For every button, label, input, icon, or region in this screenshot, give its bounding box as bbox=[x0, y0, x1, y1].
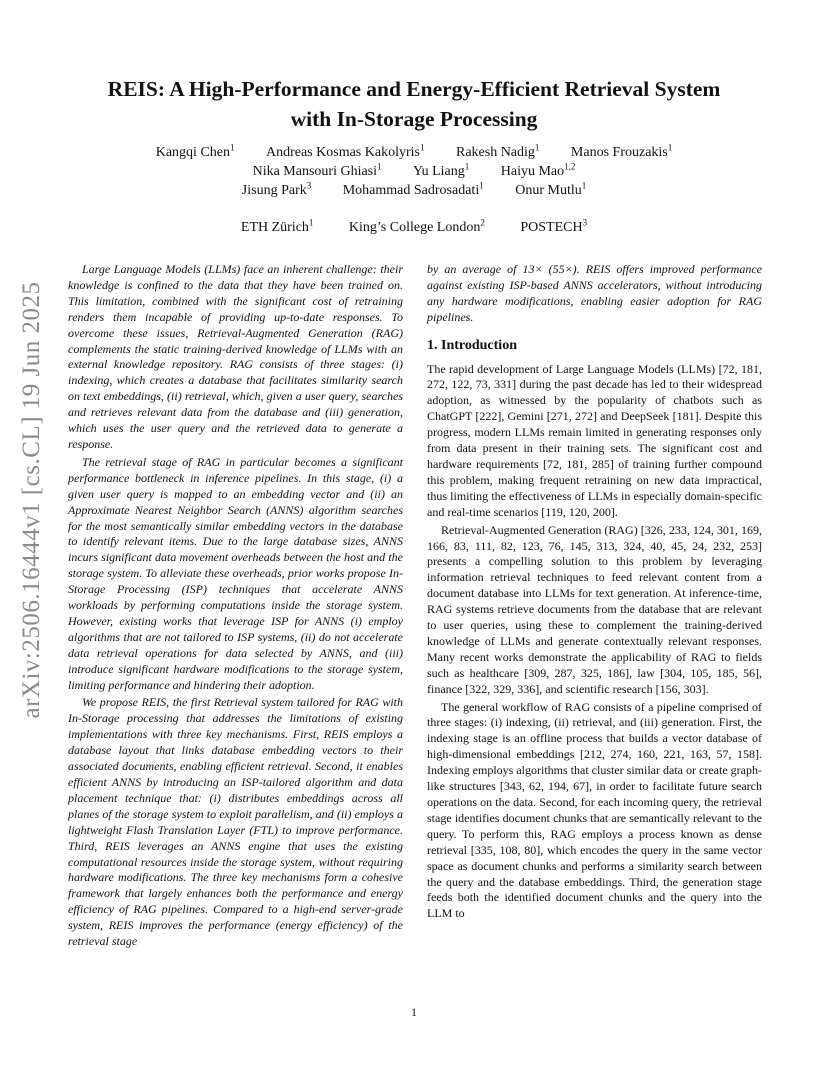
title-line-2: with In-Storage Processing bbox=[290, 107, 538, 131]
author-line-2 bbox=[80, 161, 748, 180]
author: Yu Liang$^1$ bbox=[413, 161, 470, 179]
author: Onur Mutlu$^1$ bbox=[515, 180, 587, 198]
paper-title bbox=[60, 74, 768, 134]
arxiv-identifier: arXiv:2506.16444v1 [cs.CL] 19 Jun 2025 bbox=[18, 281, 45, 719]
abstract-column bbox=[68, 262, 403, 950]
intro-paragraph-1: The rapid development of Large Language Models (LLMs) [72, 181, 272, 122, 73, 331] during the past decade has led to their widespread adoption, as witnessed by the popularity of chatbots such as ChatGPT [222], Gemini [271, 272] and DeepSeek [181]. Despite this progress, modern LLMs remain limited in generating responses only from data present in their training sets. The significant cost and hardware requirements [72, 181, 285] of training further compound this problem, making frequent retraining on new data impractical, thus limiting the effectiveness of LLMs in especially domain-specific and real-time scenarios [119, 120, 200]. bbox=[427, 361, 762, 519]
author: Mohammad Sadrosadati$^1$ bbox=[342, 180, 484, 198]
author: Kangqi Chen$^1$ bbox=[155, 142, 235, 160]
author: Jisung Park$^3$ bbox=[241, 180, 312, 198]
author: Andreas Kosmas Kakolyris$^1$ bbox=[266, 142, 425, 160]
author-line-3 bbox=[80, 180, 748, 199]
abstract-paragraph-2: The retrieval stage of RAG in particular becomes a significant performance bottleneck in inference pipelines. In this stage, (i) a given user query is mapped to an embedding vector and (ii) an Approximate Nearest Neighbor Search (ANNS) algorithm searches for the most semantically similar embedding vectors in the database to identify relevant items. Due to the large database sizes, ANNS incurs significant data movement overheads between the host and the storage system. To alleviate these overheads, prior works propose In-Storage Processing (ISP) techniques that accelerate ANNS workloads by performing computations inside the storage system. However, existing works that leverage ISP for ANNS (i) employ algorithms that are not tailored to ISP systems, (ii) do not accelerate data retrieval operations for data selected by ANNS, and (iii) introduce significant hardware modifications to the storage system, limiting performance and hindering their adoption. bbox=[68, 454, 403, 692]
abstract-paragraph-1: Large Language Models (LLMs) face an inherent challenge: their knowledge is confined to the data that they have been trained on. This limitation, combined with the significant cost of retraining renders them incapable of providing up-to-date responses. To overcome these issues, Retrieval-Augmented Generation (RAG) complements the static training-derived knowledge of LLMs with an external knowledge repository. RAG consists of three stages: (i) indexing, which creates a database that facilitates similarity search on text embeddings, (ii) retrieval, which, given a user query, searches and retrieves relevant data from the database and (iii) generation, which uses the user query and the retrieved data to generate a response. bbox=[68, 262, 403, 451]
affiliation: ETH Zürich$^1$ bbox=[240, 217, 314, 235]
author-line-1 bbox=[80, 142, 748, 161]
author: Nika Mansouri Ghiasi$^1$ bbox=[252, 161, 382, 179]
affiliation: King’s College London$^2$ bbox=[348, 217, 485, 235]
author: Manos Frouzakis$^1$ bbox=[570, 142, 673, 160]
abstract-paragraph-3: We propose REIS, the first Retrieval system tailored for RAG with In-Storage processing that addresses the limitations of existing implementations with three key mechanisms. First, REIS employs a database layout that links database embedding vectors to their associated documents, enabling efficient retrieval. Second, it enables efficient ANNS by introducing an ISP-tailored algorithm and data placement technique that: (i) distributes embeddings across all planes of the storage system to exploit parallelism, and (ii) employs a lightweight Flash Translation Layer (FTL) to improve performance. Third, REIS leverages an ANNS engine that uses the existing computational resources inside the storage system, without requiring hardware modifications. The three key mechanisms form a cohesive framework that largely enhances both the performance and energy efficiency of RAG pipelines. Compared to a high-end server-grade system, REIS improves the performance (energy efficiency) of the retrieval stage bbox=[68, 695, 403, 949]
intro-paragraph-2: Retrieval-Augmented Generation (RAG) [326, 233, 124, 301, 169, 166, 83, 111, 82, 123, 76, 145, 313, 324, 40, 45, 24, 232, 253] presents a compelling solution to this problem by leveraging information retrieval techniques to feed relevant content from a document database into LLMs for text generation. At inference-time, RAG systems retrieve documents from the database that are relevant to user queries, using these to complement the training-derived knowledge of LLMs and generate contextually relevant responses. Many recent works demonstrate the applicability of RAG to fields such as healthcare [309, 287, 325, 186], law [304, 105, 185, 56], finance [322, 329, 336], and scientific research [156, 303]. bbox=[427, 522, 762, 696]
section-heading-introduction: 1. Introduction bbox=[427, 337, 517, 353]
affiliations bbox=[60, 217, 768, 236]
arxiv-sidebar bbox=[14, 281, 50, 719]
title-line-1: REIS: A High-Performance and Energy-Efficient Retrieval System bbox=[107, 77, 721, 101]
author: Rakesh Nadig$^1$ bbox=[455, 142, 540, 160]
abstract-paragraph-3-continued: by an average of 13× (55×). REIS offers improved performance against existing ISP-based ANNS accelerators, without introducing any hardware modifications, enabling easier adoption for RAG pipelines. bbox=[427, 262, 762, 324]
intro-paragraph-3: The general workflow of RAG consists of a pipeline comprised of three stages: (i) indexing, (ii) retrieval, and (iii) generation. First, the indexing stage is an offline process that builds a vector database of high-dimensional embeddings [212, 274, 160, 221, 163, 57, 158]. Indexing employs algorithms that cluster similar data or create graph-like structures [343, 62, 194, 67], in order to facilitate future search operations on the data. Second, for each incoming query, the retrieval stage identifies document chunks that are semantically relevant to the query. To perform this, RAG employs a process known as dense retrieval [335, 108, 80], which encodes the query in the same vector space as document chunks and performs a similarity search between the query and the database embeddings. Third, the generation stage feeds both the identified document chunks and the query into the LLM to bbox=[427, 699, 762, 921]
affiliation: POSTECH$^3$ bbox=[520, 217, 588, 235]
page-number: 1 bbox=[411, 1005, 417, 1019]
right-column bbox=[427, 262, 762, 922]
author: Haiyu Mao$^{1,2}$ bbox=[500, 161, 576, 179]
